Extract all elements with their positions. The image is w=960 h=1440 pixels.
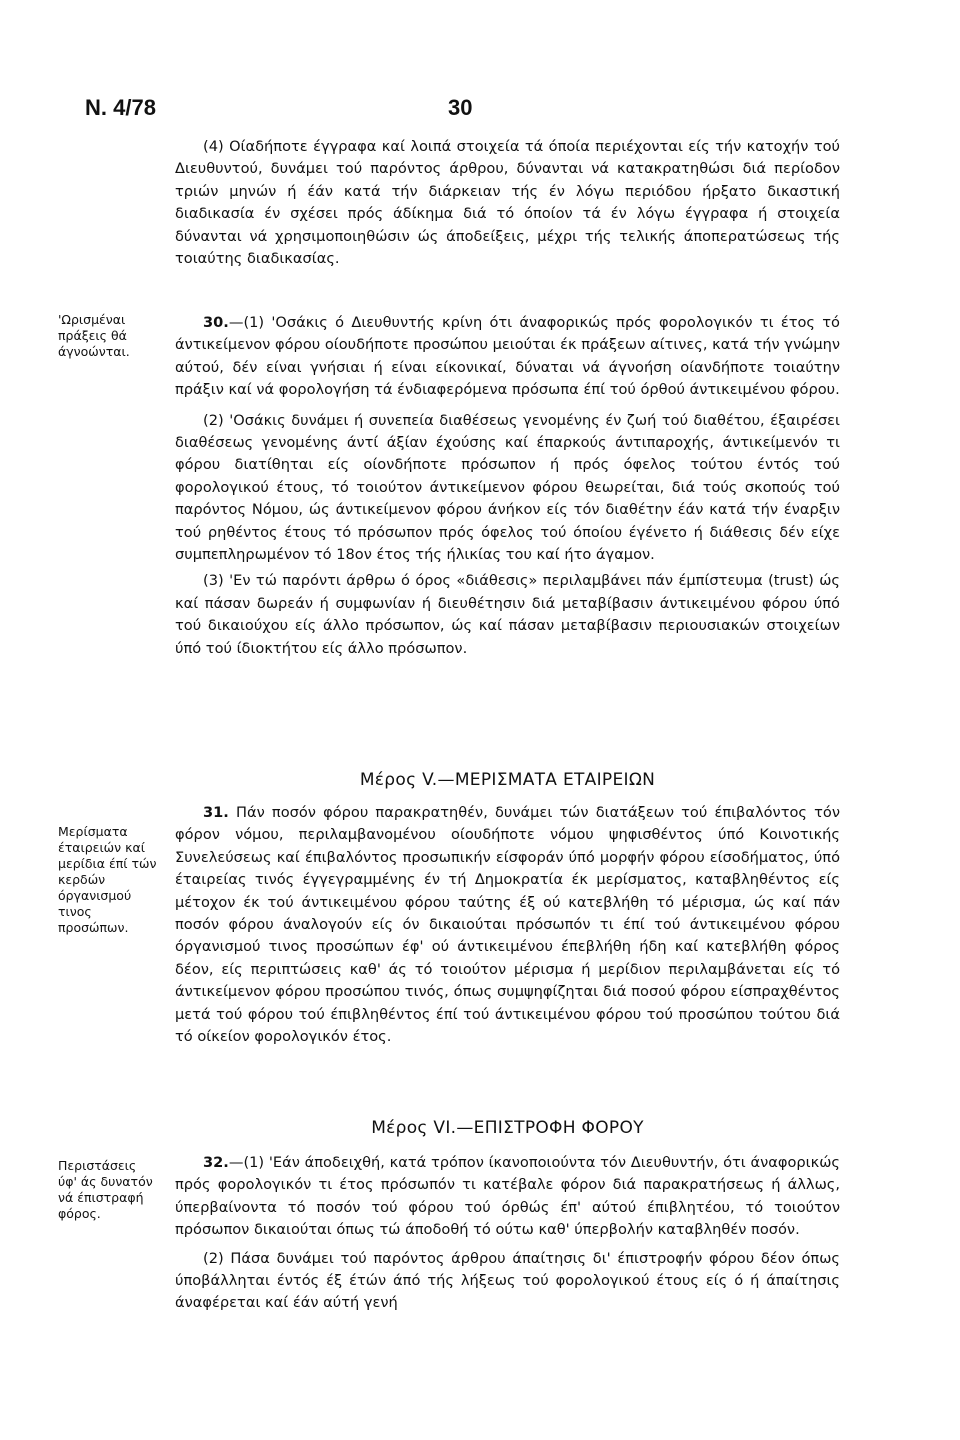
section-32-1 <box>175 1152 840 1242</box>
section-32-2: (2) Πάσα δυνάμει τού παρόντος άρθρου άπαίτησις δι' έπιστροφήν φόρου δέον όπως ύποβάλληται έντός έξ έτών άπό τής λήξεως τού φορολογικού έτους είς ό ή άπαίτησις άναφέρεται καί έάν αύτή γενή <box>175 1249 840 1312</box>
section-30-1 <box>175 312 840 402</box>
margin-note-company-dividends: Μερίσματα έταιρειών καί μερίδια έπί τών κερδών όργανισμού τινος προσώπων. <box>58 824 157 935</box>
section-30-2: (2) 'Οσάκις δυνάμει ή συνεπεία διαθέσεως γενομένης έν ζωή τού διαθέτου, έξαιρέσει διαθέσεως γενομένης άντί άξίαν έχούσης καί έπαρκούς άντιπαροχής, άντικείμενόν τι φόρου διατίθηται είς οίονδήποτε πρόσωπον ή πρός όφελος τούτου έντός τού φορολογικού έτους, τό τοιούτον άντικείμενον φόρου θεωρείται, διά τούς σκοπούς τού παρόντος Νόμου, ώς άντικείμενον φόρου άνήκον είς τόν διαθέτην έάν κατά τήν έναρξιν τού ρηθέντος έτους τό πρόσωπον πρός όφελος τού όποίου έγένετο ή διάθεσις δέν είχε συμπεπληρωμένον τό 18ον έτος τής ήλικίας του καί ήτο άγαμον. <box>175 411 840 564</box>
margin-note-sham-transactions: 'Ωρισμέναι πράξεις θά άγνοώνται. <box>58 312 130 359</box>
law-number: N. 4/78 <box>85 95 156 120</box>
section-32-number: 32. <box>203 1154 229 1171</box>
part-5-heading: Μέρος V.—ΜΕΡΙΣΜΑΤΑ ΕΤΑΙΡΕΙΩΝ <box>359 770 656 790</box>
section-32 <box>175 1152 840 1315</box>
section-31 <box>175 802 840 1048</box>
part-6-heading: Μέρος VI.—ΕΠΙΣΤΡΟΦΗ ΦΟΡΟΥ <box>371 1118 644 1138</box>
section-30-1-text: —(1) 'Οσάκις ό Διευθυντής κρίνη ότι άναφορικώς πρός φορολογικόν τι έτος τό άντικείμενον φόρου οίουδήποτε προσώπου μειούται έκ πράξεων αίτινες, κατά τήν γνώμην αύτού, δέν είναι γνήσιαι ή είναι είκονικαί, δύναται νά άγνοήση οίανδήποτε τοιαύτην πράξιν καί νά φορολογήση τά ένδιαφερόμενα πρόσωπα έπί τού όρθού άντικειμένου φόρου. <box>175 314 840 399</box>
page-number: 30 <box>448 95 473 120</box>
section-30-3: (3) 'Εν τώ παρόντι άρθρω ό όρος «διάθεσις» περιλαμβάνει πάν έμπίστευμα (trust) ώς καί πάσαν δωρεάν ή συμφωνίαν ή διευθέτησιν διά μεταβίβασιν άντικειμένου φόρου ύπό τού δικαιούχου είς άλλο πρόσωπον, ώς καί πάσαν μεταβίβασιν περιουσιακών στοιχείων ύπό τού ίδιοκτήτου είς άλλο πρόσωπον. <box>175 572 840 657</box>
section-32-1-text: —(1) 'Εάν άποδειχθή, κατά τρόπον ίκανοποιούντα τόν Διευθυντήν, ότι άναφορικώς πρός φορολογικόν τι έτος πρόσωπόν τι κατέβαλε φόρον διά παρακρατήσεως ή άλλως, ύπερβαίνοντα τό ποσόν τού φόρου τού όρθώς έπ' αύτού έπιβλητέου, τό τοιούτον πρόσωπον δικαιούται όπως τώ άποδοθή τό ούτω καθ' ύπερβολήν καταβληθέν ποσόν. <box>175 1154 840 1239</box>
section-30-number: 30. <box>203 314 229 331</box>
section-31-paragraph <box>175 802 840 1048</box>
section-31-text: Πάν ποσόν φόρου παρακρατηθέν, δυνάμει τών διατάξεων τού έπιβαλόντος τόν φόρον νόμου, περιλαμβανομένου οίουδήποτε νόμου ψηφισθέντος ύπό Κοινοτικής Συνελεύσεως καί έπιβαλόντος προσωπικήν είσφοράν ύπό μορφήν φόρου είσοδήματος, ύπό έταιρείας τινός έγγεγραμμένης έν τή Δημοκρατία έκ μερίσματος, καταβληθέντος είς μέτοχον έκ τού άντικειμένου φόρου ταύτης έξ ού κατεβλήθη τό μέρισμα, ώς καί πάν ποσόν φόρου άναλογούν είς όν δικαιούται πρόσωπόν τι έπί τού άντικειμένου φόρου όργανισμού τινος προσώπων έφ' ού άντικειμένου έπεβλήθη ήδη καί κατεβλήθη φόρος δέον, είς περιπτώσεις καθ' άς τό τοιούτον μέρισμα ή μερίδιον περιλαμβάνεται είς τό άντικείμενον φόρου προσώπου τινός, όπως συμψηφίζηται διά ποσού φόρου είσπραχθέντος μετά τού φόρου τού έπιβληθέντος έπί τού άντικειμένου φόρου τού προσώπου τούτου διά τό οίκείον φορολογικόν έτος. <box>175 804 840 1046</box>
margin-note-tax-refund: Περιστάσεις ύφ' άς δυνατόν νά έπιστραφή φόρος. <box>58 1158 153 1221</box>
page-header <box>0 0 960 140</box>
section-30 <box>175 312 840 660</box>
section-31-number: 31. <box>203 804 229 821</box>
paragraph-4-text: (4) Οίαδήποτε έγγραφα καί λοιπά στοιχεία τά όποία περιέχονται είς τήν κατοχήν τού Διευθυντού, δυνάμει τού παρόντος άρθρου, δύνανται νά κατακρατηθώσι διά περίοδον τριών μηνών ή έάν κατά τήν διάρκειαν τής έν λόγω περιόδου ήρξατο δικαστική διαδικασία έν σχέσει πρός άδίκημα διά τό όποίον τά έν λόγω έγγραφα ή στοιχεία δύνανται νά χρησιμοποιηθώσιν ώς άποδείξεις, μέχρι τής τελικής άποπερατώσεως τής τοιαύτης διαδικασίας. <box>175 138 840 268</box>
paragraph-4 <box>175 136 840 270</box>
